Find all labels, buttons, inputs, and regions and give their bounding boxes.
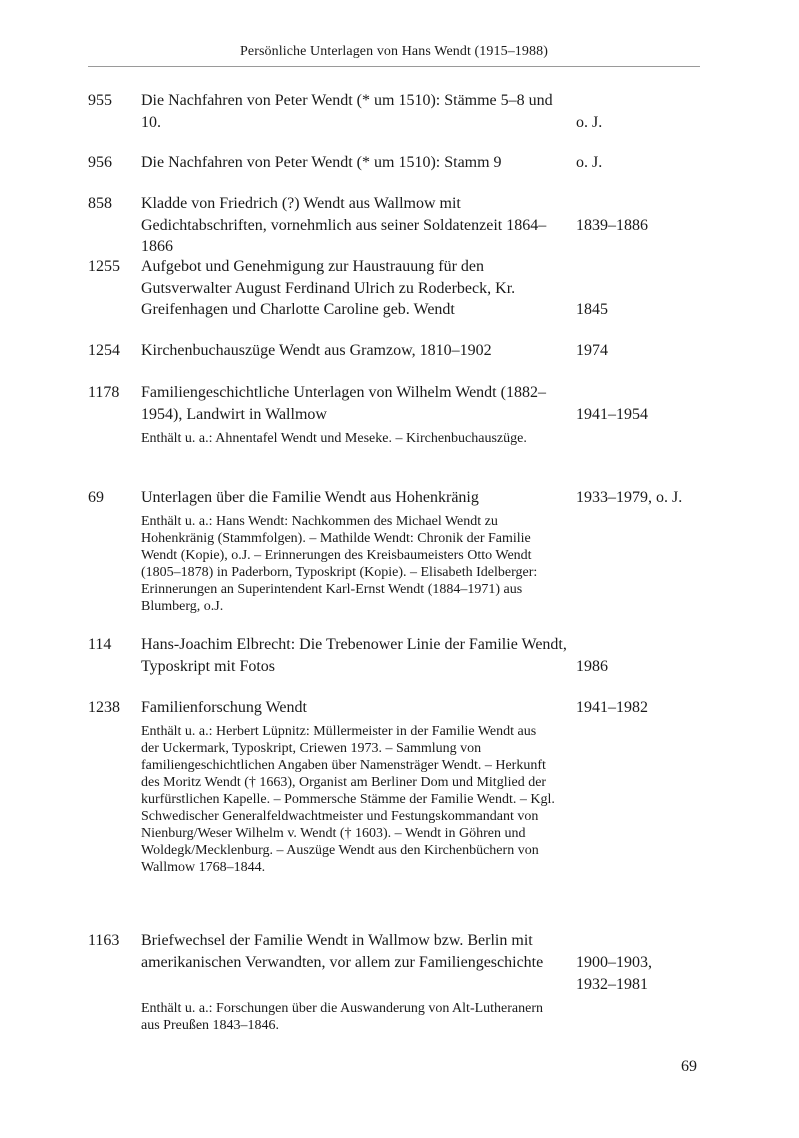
entry-title: Kladde von Friedrich (?) Wendt aus Wallmow mit Gedichtabschriften, vornehmlich aus seiner Soldatenzeit 1864–1866 [141,195,547,255]
page-number: 69 [681,1058,697,1075]
entry-date: 1845 [576,301,608,318]
entry-title: Aufgebot und Genehmigung zur Haustrauung für den Gutsverwalter August Ferdinand Ulrich zu Roderbeck, Kr. Greifenhagen und Charlotte Caroline geb. Wendt [141,258,516,318]
entry-date: 1941–1954 [576,406,648,423]
entry-title: Hans-Joachim Elbrecht: Die Trebenower Linie der Familie Wendt, Typoskript mit Fotos [141,636,567,675]
header-rule [88,66,700,67]
entry-title: Unterlagen über die Familie Wendt aus Hohenkränig [141,489,479,506]
entry-date: o. J. [576,154,603,171]
entry-note: Enthält u. a.: Forschungen über die Auswanderung von Alt-Lutheranern aus Preußen 1843–1846. [141,1001,544,1033]
entry-number: 114 [88,636,112,653]
entry-date: 1839–1886 [576,217,648,234]
entry-title: Familiengeschichtliche Unterlagen von Wilhelm Wendt (1882–1954), Landwirt in Wallmow [141,384,546,423]
entry-note: Enthält u. a.: Hans Wendt: Nachkommen des Michael Wendt zu Hohenkränig (Stammfolgen). – Mathilde Wendt: Chronik der Familie Wendt (Kopie), o.J. – Erinnerungen des Kreisbaumeisters Otto Wendt (1805–1878) in Paderborn, Typoskript (Kopie). – Elisabeth Idelberger: Erinnerungen an Superintendent Karl-Ernst Wendt (1884–1971) aus Blumberg, o.J. [141,514,538,614]
entry-number: 956 [88,154,112,171]
entry-title: Briefwechsel der Familie Wendt in Wallmow bzw. Berlin mit amerikanischen Verwandten, vor allem zur Familiengeschichte [141,932,544,971]
entry-number: 1238 [88,699,120,716]
entry-note: Enthält u. a.: Herbert Lüpnitz: Müllermeister in der Familie Wendt aus der Uckermark, Typoskript, Criewen 1973. – Sammlung von familiengeschichtlichen Angaben über Namensträger Wendt. – Herkunft des Moritz Wendt († 1663), Organist am Berliner Dom und Mitglied der kurfürstlichen Kapelle. – Pommersche Stämme der Familie Wendt. – Kgl. Schwedischer Generalfeldwachtmeister und Festungskommandant von Nienburg/Weser Wilhelm v. Wendt († 1603). – Wendt in Göhren und Woldegk/Mecklenburg. – Auszüge Wendt aus den Kirchenbüchern von Wallmow 1768–1844. [141,724,555,875]
entry-date: 1941–1982 [576,699,648,716]
entry-date: 1974 [576,342,608,359]
running-head: Persönliche Unterlagen von Hans Wendt (1915–1988) [240,44,548,59]
entry-date: 1986 [576,658,608,675]
entry-title: Die Nachfahren von Peter Wendt (* um 1510): Stämme 5–8 und 10. [141,92,553,131]
entry-title: Kirchenbuchauszüge Wendt aus Gramzow, 1810–1902 [141,342,492,359]
entry-title: Die Nachfahren von Peter Wendt (* um 1510): Stamm 9 [141,154,502,171]
entry-number: 955 [88,92,112,109]
entry-title: Familienforschung Wendt [141,699,307,716]
entry-number: 1255 [88,258,120,275]
entry-number: 69 [88,489,104,506]
entry-number: 1254 [88,342,120,359]
entry-number: 1178 [88,384,120,401]
entry-date: o. J. [576,114,603,131]
entry-date: 1900–1903, 1932–1981 [576,954,652,993]
entry-note: Enthält u. a.: Ahnentafel Wendt und Meseke. – Kirchenbuchauszüge. [141,431,527,446]
entry-date: 1933–1979, o. J. [576,489,683,506]
entry-number: 1163 [88,932,120,949]
entry-number: 858 [88,195,112,212]
